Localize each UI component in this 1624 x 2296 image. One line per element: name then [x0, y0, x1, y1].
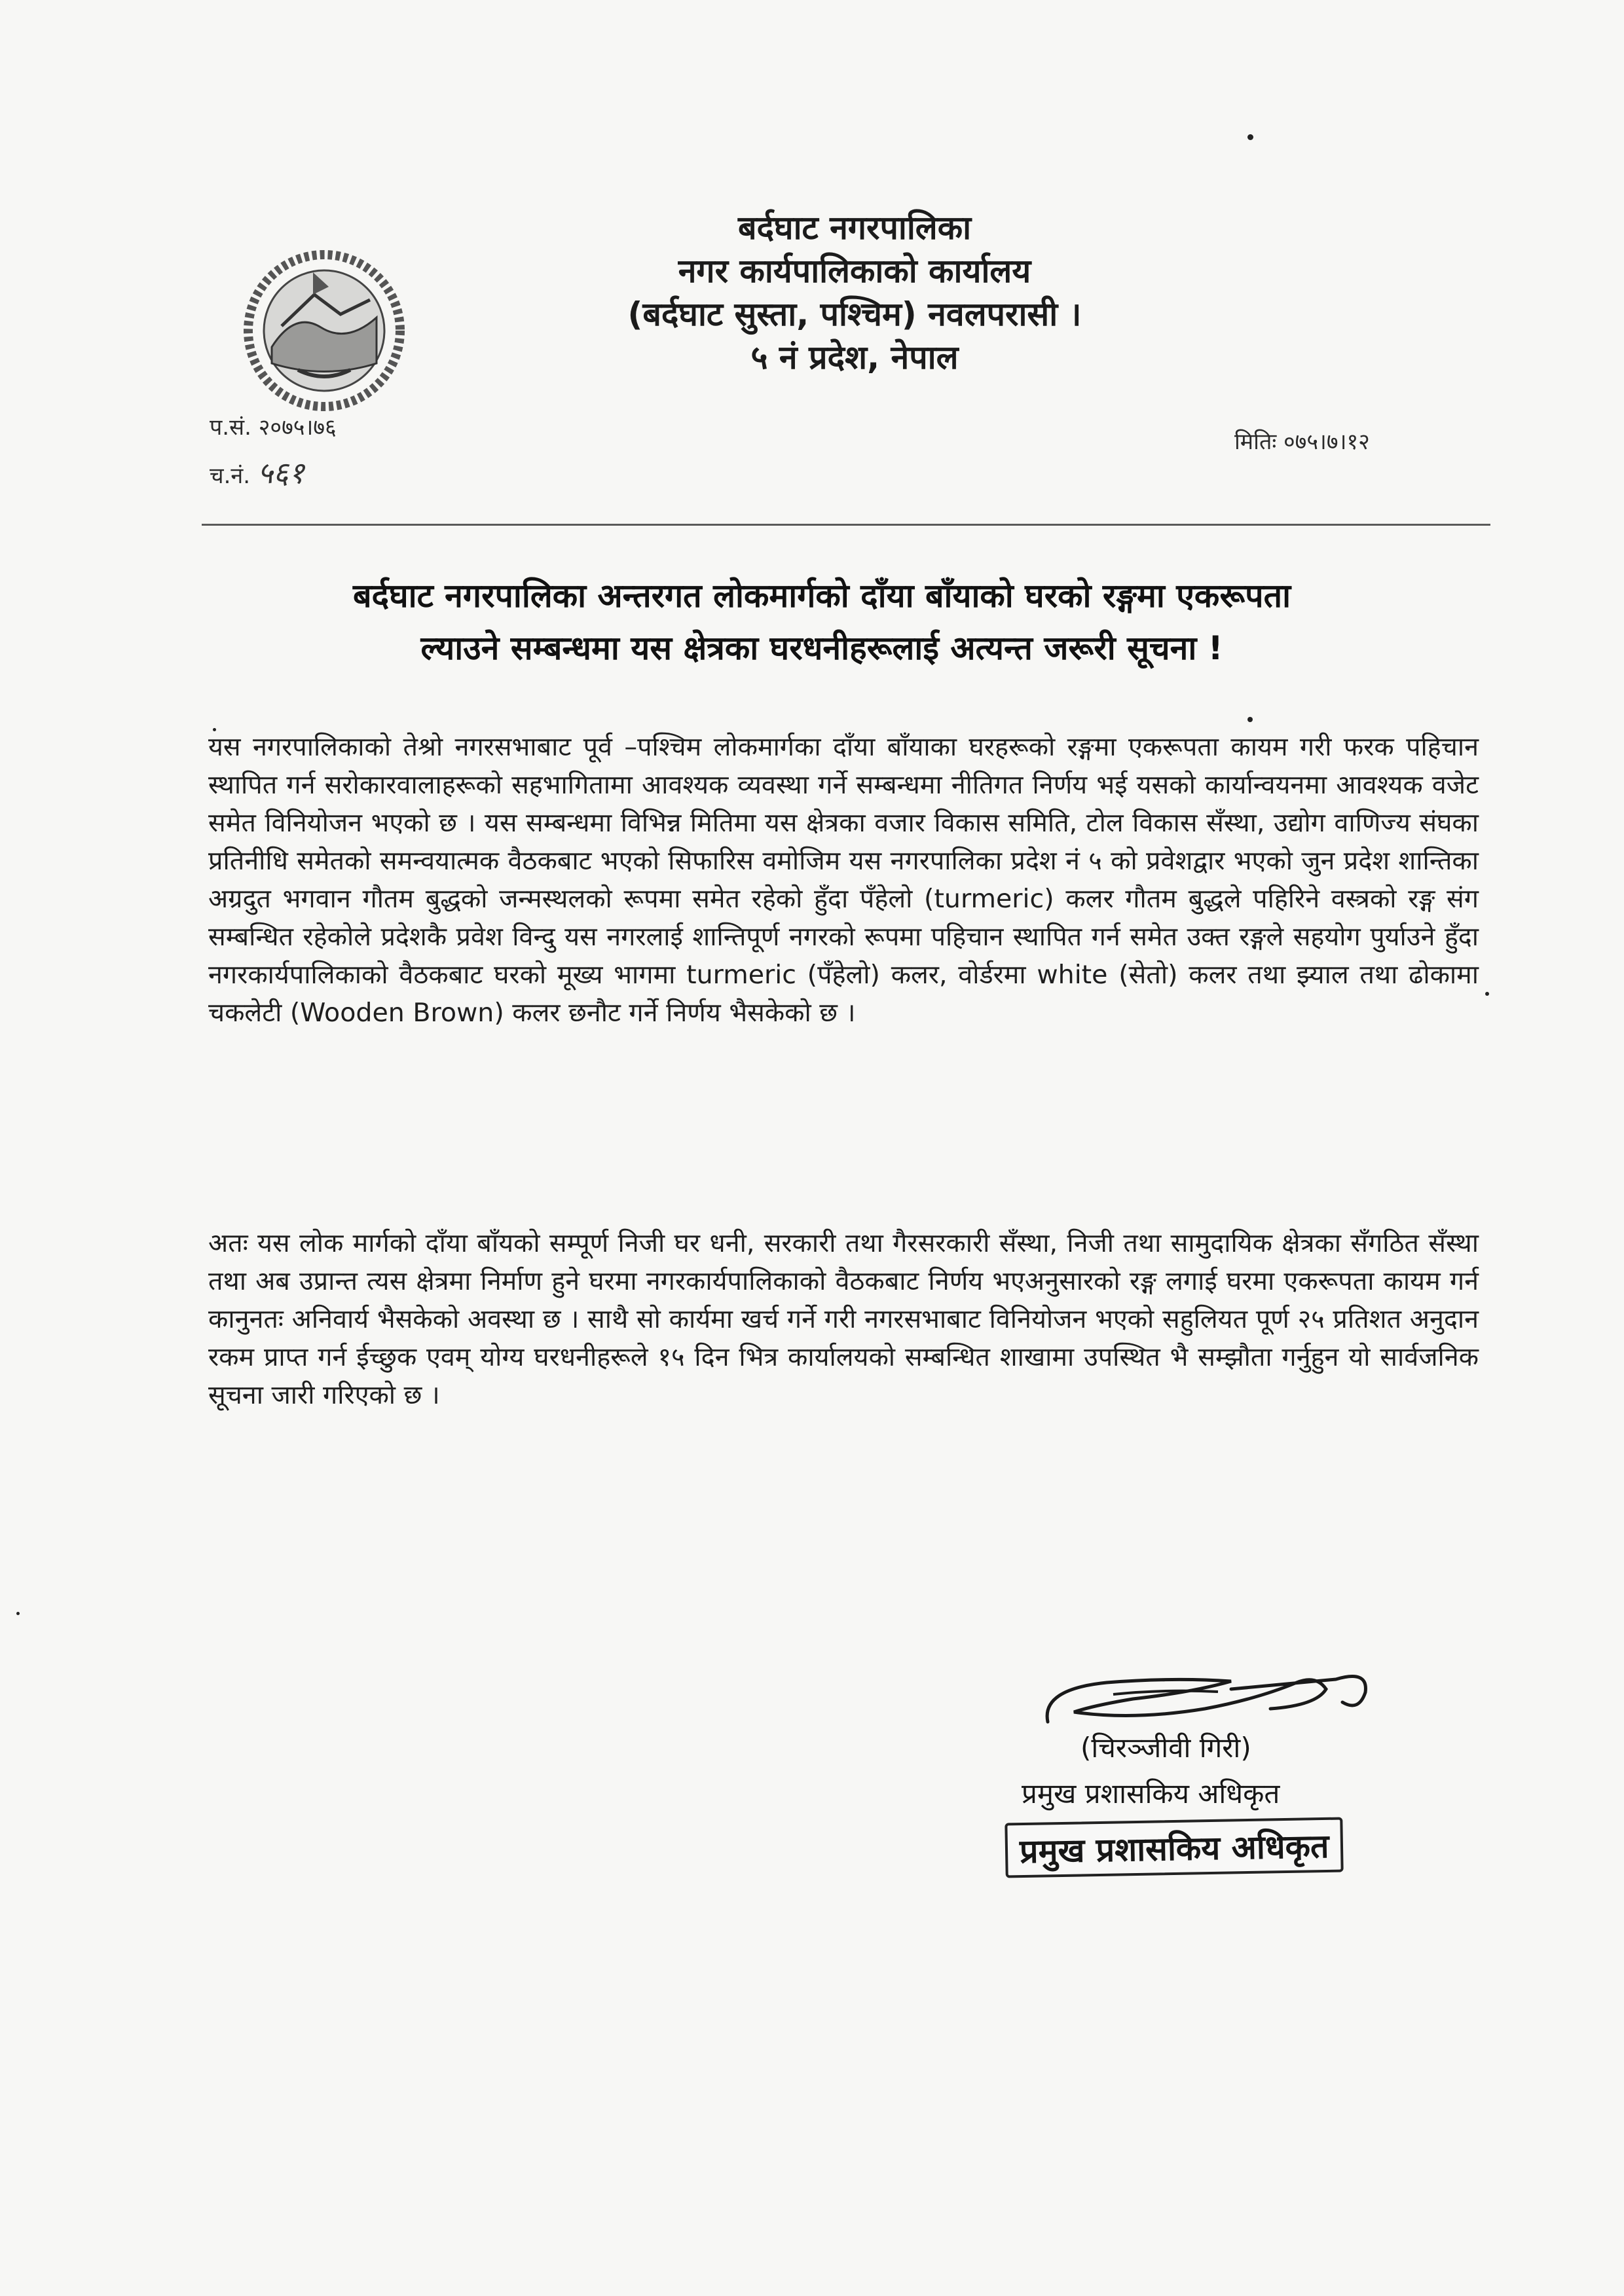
dispatch-number-value: ५६१ [257, 455, 304, 490]
scan-speck [213, 728, 216, 731]
office-name: नगर कार्यपालिकाको कार्यालय [678, 252, 1031, 290]
letterhead [511, 206, 1198, 379]
official-stamp: प्रमुख प्रशासकिय अधिकृत [1005, 1817, 1344, 1878]
letter-reference-number: प.सं. २०७५।७६ [210, 414, 337, 441]
signatory-designation: प्रमुख प्रशासकिय अधिकृत [1022, 1777, 1280, 1810]
scan-speck [16, 1612, 20, 1615]
province-line: ५ नं प्रदेश, नेपाल [750, 338, 959, 376]
header-divider [202, 524, 1490, 526]
subject-line-1: बर्दघाट नगरपालिका अन्तरगत लोकमार्गको दाँया बाँयाको घरको रङ्गमा एकरूपता [352, 577, 1291, 615]
body-paragraph-1: यस नगरपालिकाको तेश्रो नगरसभाबाट पूर्व –पश्चिम लोकमार्गका दाँया बाँयाका घरहरूको रङ्गमा एकरूपता कायम गरी फरक पहिचान स्थापित गर्न सरोकारवालाहरूको सहभागितामा आवश्यक व्यवस्था गर्ने सम्बन्धमा नीतिगत निर्णय भई यसको कार्यान्वयनमा आवश्यक वजेट समेत विनियोजन भएको छ । यस सम्बन्धमा विभिन्न मितिमा यस क्षेत्रका वजार विकास समिति, टोल विकास सँस्था, उद्योग वाणिज्य संघका प्रतिनीधि समेतको समन्वयात्मक वैठकबाट भएको सिफारिस वमोजिम यस नगरपालिका प्रदेश नं ५ को प्रवेशद्वार भएको जुन प्रदेश शान्तिका अग्रदुत भगवान गौतम बुद्धको जन्मस्थलको रूपमा समेत रहेको हुँदा पँहेलो (turmeric) कलर गौतम बुद्धले पहिरिने वस्त्रको रङ्ग संग सम्बन्धित रहेकोले प्रदेशकै प्रवेश विन्दु यस नगरलाई शान्तिपूर्ण नगरको रूपमा पहिचान स्थापित गर्न समेत उक्त रङ्गले सहयोग पुर्याउने हुँदा नगरकार्यपालिकाको वैठकबाट घरको मूख्य भागमा turmeric (पँहेलो) कलर, वोर्डरमा white (सेतो) कलर तथा झ्याल तथा ढोकामा चकलेटी (Wooden Brown) कलर छनौट गर्ने निर्णय भैसकेको छ । [208, 732, 1479, 1028]
dispatch-number [210, 452, 304, 492]
signatory-name: (चिरञ्जीवी गिरी) [1080, 1732, 1251, 1764]
notice-subject [216, 570, 1428, 674]
letter-date: मितिः ०७५।७।१२ [1234, 429, 1370, 455]
dispatch-number-label: च.नं. [210, 463, 251, 489]
office-address: (बर्दघाट सुस्ता, पश्चिम) नवलपरासी । [627, 295, 1082, 333]
municipality-name: बर्दघाट नगरपालिका [737, 209, 972, 247]
scan-speck [1485, 992, 1489, 996]
scan-speck [1247, 717, 1253, 722]
body-paragraph-2: अतः यस लोक मार्गको दाँया बाँयको सम्पूर्ण निजी घर धनी, सरकारी तथा गैरसरकारी सँस्था, निजी तथा सामुदायिक क्षेत्रका सँगठित सँस्था तथा अब उप्रान्त त्यस क्षेत्रमा निर्माण हुने घरमा नगरकार्यपालिकाको वैठकबाट निर्णय भएअनुसारको रङ्ग लगाई घरमा एकरूपता कायम गर्न कानुनतः अनिवार्य भैसकेको अवस्था छ । साथै सो कार्यमा खर्च गर्ने गरी नगरसभाबाट विनियोजन भएको सहुलियत पूर्ण २५ प्रतिशत अनुदान रकम प्राप्त गर्न ईच्छुक एवम् योग्य घरधनीहरूले १५ दिन भित्र कार्यालयको सम्बन्धित शाखामा उपस्थित भै सम्झौता गर्नुहुन यो सार्वजनिक सूचना जारी गरिएको छ । [208, 1228, 1479, 1410]
nepal-emblem-icon [242, 249, 406, 412]
subject-line-2: ल्याउने सम्बन्धमा यस क्षेत्रका घरधनीहरूलाई अत्यन्त जरूरी सूचना ! [420, 629, 1223, 667]
scan-speck [1247, 134, 1253, 140]
